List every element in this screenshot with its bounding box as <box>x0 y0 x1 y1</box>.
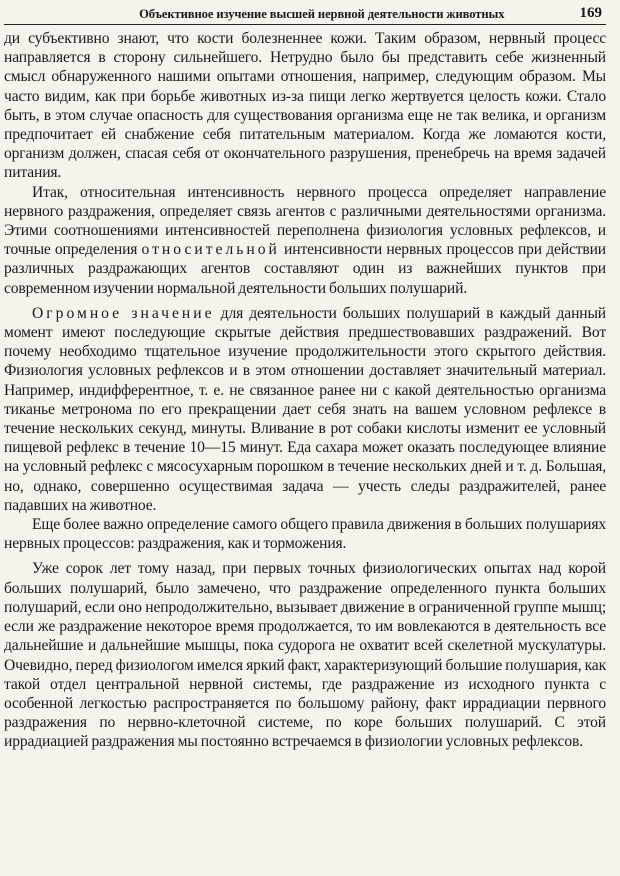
paragraph-4-text: Еще более важно определение самого общего правила движения в больших полушариях нервных процессов: раздражения, как и торможения. <box>4 516 606 553</box>
body-text <box>4 29 606 752</box>
paragraph-2-before: Итак, относительная интенсивность нервного процесса определяет направление нервного раздражения, определяет связь агентов с различными деятельностями организма. Этими соотношениями интенсивностей переполнена физиология условных рефлексов, и точные определения <box>4 183 606 259</box>
running-title: Объективное изучение высшей нервной деятельности животных <box>139 7 505 21</box>
paragraph-3 <box>4 304 606 515</box>
page-number: 169 <box>579 5 602 21</box>
paragraph-3-after: для деятельности больших полушарий в каждый данный момент имеют последующие скрытые действия предшествовавших раздражений. Вот почему необходимо тщательное изучение продолжительности этого скрытого действия. Физиология условных рефлексов и в этом отношении доставляет значительный материал. Например, индифферентное, т. е. не связанное ранее ни с какой деятельностью организма тиканье метронома по его прекращении дает себя знать на вашем условном рефлексе в течение нескольких секунд, минуты. Вливание в рот собаки кислоты изменит ее условный пищевой рефлекс в течение 10—15 минут. Еда сахара может оказать последующее влияние на условный рефлекс с мясосухарным порошком в течение нескольких дней и т. д. Большая, но, однако, совершенно осуществимая задача — учесть следы раздражителей, ранее падавших на животное. <box>4 304 606 514</box>
paragraph-2-spaced-emphasis: относительной <box>141 241 280 259</box>
paragraph-3-spaced-emphasis: Огромное значение <box>32 304 215 322</box>
paragraph-4 <box>4 515 606 553</box>
paragraph-1 <box>4 29 606 183</box>
page-header <box>4 0 606 25</box>
paragraph-1-text: ди субъективно знают, что кости болезненнее кожи. Таким образом, нервный процесс направляется в сторону сильнейшего. Нетрудно было бы представить себе жизненный смысл обнаруженного нашими опытами отношения, например, следующим образом. Мы часто видим, как при борьбе животных из-за пищи легко жертвуется целость кожи. Стало быть, в этом случае опасность для существования организма еще не так велика, и организм предпочитает ей снабжение себя питательным материалом. Когда же ломаются кости, организм должен, спасая себя от окончательного разрушения, пренебречь на время задачей питания. <box>4 30 606 182</box>
paragraph-2 <box>4 183 606 298</box>
paragraph-5-text: Уже сорок лет тому назад, при первых точных физиологических опытах над корой больших полушарий, было замечено, что раздражение определенного пункта больших полушарий, если оно непродолжительно, вызывает движение в ограниченной группе мышц; если же раздражение некоторое время продолжается, то им вовлекаются в деятельность все дальнейшие и дальнейшие мышцы, пока судорога не охватит всей скелетной мускулатуры. Очевидно, перед физиологом имелся яркий факт, характеризующий большие полушария, как такой отдел центральной нервной системы, где раздражение из исходного пункта с особенной легкостью распространяется по большому району, факт иррадиации первного раздражения по нервно-клеточной системе, по коре больших полушарий. С этой иррадиацией раздражения мы постоянно встречаемся в физиологии условных рефлексов. <box>4 560 606 751</box>
paragraph-2-after: интенсивности нервных процессов при действии различных раздражающих агентов составляют один из важнейших пунктов при современном изучении нормальной деятельности больших полушарий. <box>4 241 606 297</box>
paragraph-5 <box>4 559 606 751</box>
